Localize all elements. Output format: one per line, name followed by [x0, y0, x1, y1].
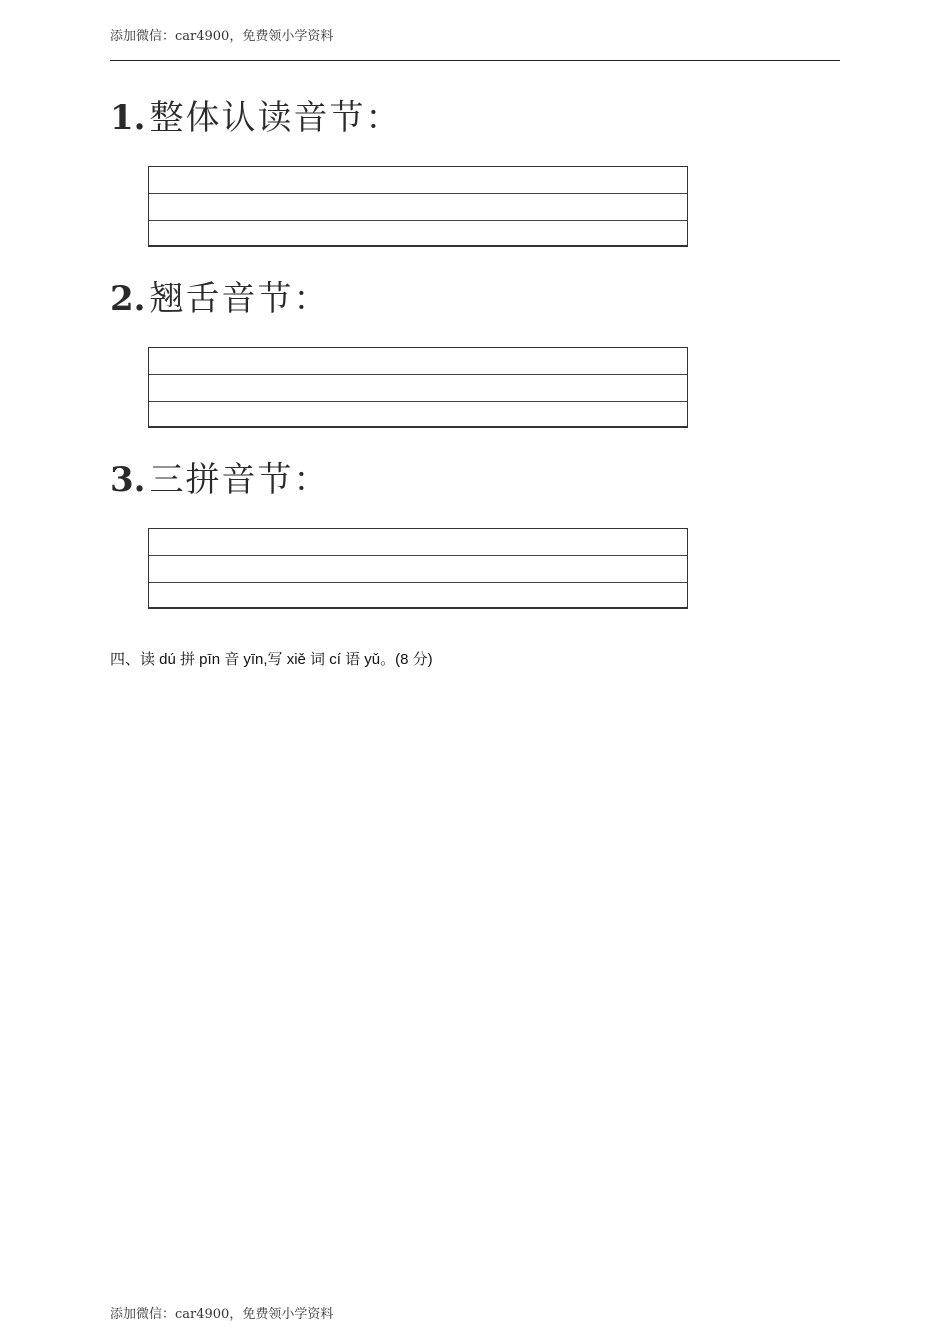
- writing-lines-2[interactable]: [148, 347, 688, 428]
- section-heading-2: [110, 279, 328, 319]
- writing-line: [149, 401, 687, 402]
- section-number: 3.: [110, 460, 146, 500]
- section-title: 翘舌音节: [149, 279, 294, 319]
- footer-watermark-text: 添加微信：car4900，免费领小学资料: [110, 1307, 334, 1322]
- section-number: 1.: [110, 98, 146, 138]
- writing-line: [149, 582, 687, 583]
- header-divider: [110, 60, 840, 61]
- writing-line: [149, 220, 687, 221]
- writing-line: [149, 555, 687, 556]
- section-colon: ：: [293, 279, 328, 319]
- section-colon: ：: [293, 460, 328, 500]
- header-watermark-text: 添加微信：car4900，免费领小学资料: [110, 29, 334, 44]
- writing-line: [149, 374, 687, 375]
- section-heading-1: [110, 98, 400, 138]
- section-number: 2.: [110, 279, 146, 319]
- section-title: 三拼音节: [149, 460, 294, 500]
- writing-lines-3[interactable]: [148, 528, 688, 609]
- section-heading-3: [110, 460, 328, 500]
- section-colon: ：: [365, 98, 400, 138]
- section-title: 整体认读音节: [149, 98, 366, 138]
- writing-lines-1[interactable]: [148, 166, 688, 247]
- question-four-text: 四、读 dú 拼 pīn 音 yīn,写 xiě 词 cí 语 yǔ。(8 分): [110, 651, 433, 668]
- writing-line: [149, 193, 687, 194]
